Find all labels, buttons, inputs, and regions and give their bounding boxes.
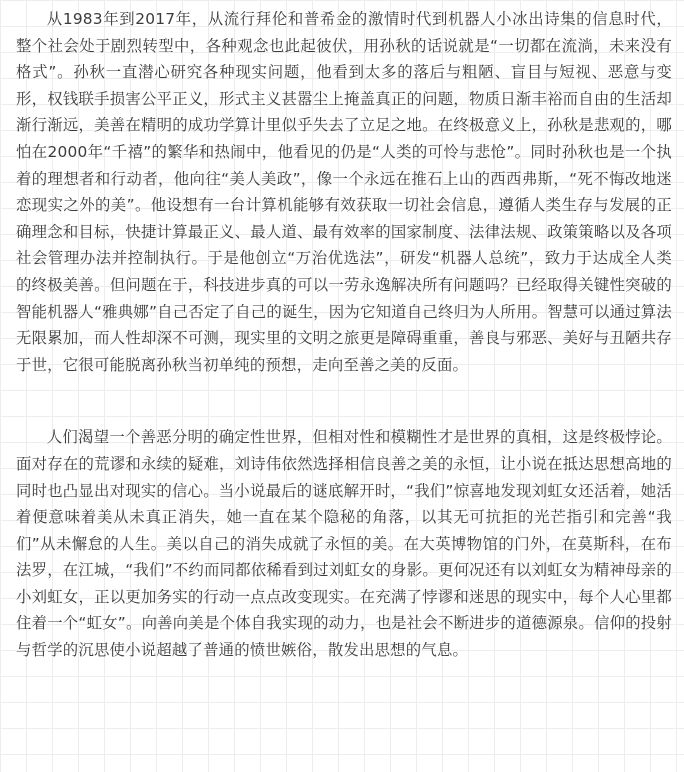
article-paragraph-2: 人们渴望一个善恶分明的确定性世界，但相对性和模糊性才是世界的真相，这是终极悖论。面对存在的荒谬和永续的疑难，刘诗伟依然选择相信良善之美的永恒，让小说在抵达思想高地的同时也凸显出对现实的信心。当小说最后的谜底解开时，“我们”惊喜地发现刘虹女还活着，她活着便意味着美从未真正消失，她一直在某个隐秘的角落，以其无可抗拒的光芒指引和完善“我们”从未懈怠的人生。美以自己的消失成就了永恒的美。在大英博物馆的门外，在莫斯科，在布法罗，在江城，“我们”不约而同都依稀看到过刘虹女的身影。更何况还有以刘虹女为精神母亲的小刘虹女，正以更加务实的行动一点点改变现实。在充满了悖谬和迷思的现实中，每个人心里都住着一个“虹女”。向善向美是个体自我实现的动力，也是社会不断进步的道德源泉。信仰的投射与哲学的沉思使小说超越了普通的愤世嫉俗，散发出思想的气息。: [16, 428, 672, 660]
article-paragraph-1: 从1983年到2017年，从流行拜伦和普希金的激情时代到机器人小冰出诗集的信息时代，整个社会处于剧烈转型中，各种观念也此起彼伏，用孙秋的话说就是“一切都在流淌，未来没有格式”。孙秋一直潜心研究各种现实问题，他看到太多的落后与粗陋、盲目与短视、恶意与变形，权钱联手损害公平正义，形式主义甚嚣尘上掩盖真正的问题，物质日渐丰裕而自由的生活却渐行渐远，美善在精明的成功学算计里似乎失去了立足之地。在终极意义上，孙秋是悲观的，哪怕在2000年“千禧”的繁华和热闹中，他看见的仍是“人类的可怜与悲怆”。同时孙秋也是一个执着的理想者和行动者，他向往“美人美政”，像一个永远在推石上山的西西弗斯，“死不悔改地迷恋现实之外的美”。他设想有一台计算机能够有效获取一切社会信息，遵循人类生存与发展的正确理念和目标，快捷计算最正义、最人道、最有效率的国家制度、法律法规、政策策略以及各项社会管理办法并控制执行。于是他创立“万治优选法”，研发“机器人总统”，致力于达成全人类的终极美善。但问题在于，科技进步真的可以一劳永逸解决所有问题吗？已经取得关键性突破的智能机器人“雅典娜”自己否定了自己的诞生，因为它知道自己终归为人所用。智慧可以通过算法无限累加，而人性却深不可测，现实里的文明之旅更是障碍重重，善良与邪恶、美好与丑陋共存于世，它很可能脱离孙秋当初单纯的预想，走向至善之美的反面。: [16, 10, 672, 374]
paragraph-spacer: [16, 378, 672, 424]
